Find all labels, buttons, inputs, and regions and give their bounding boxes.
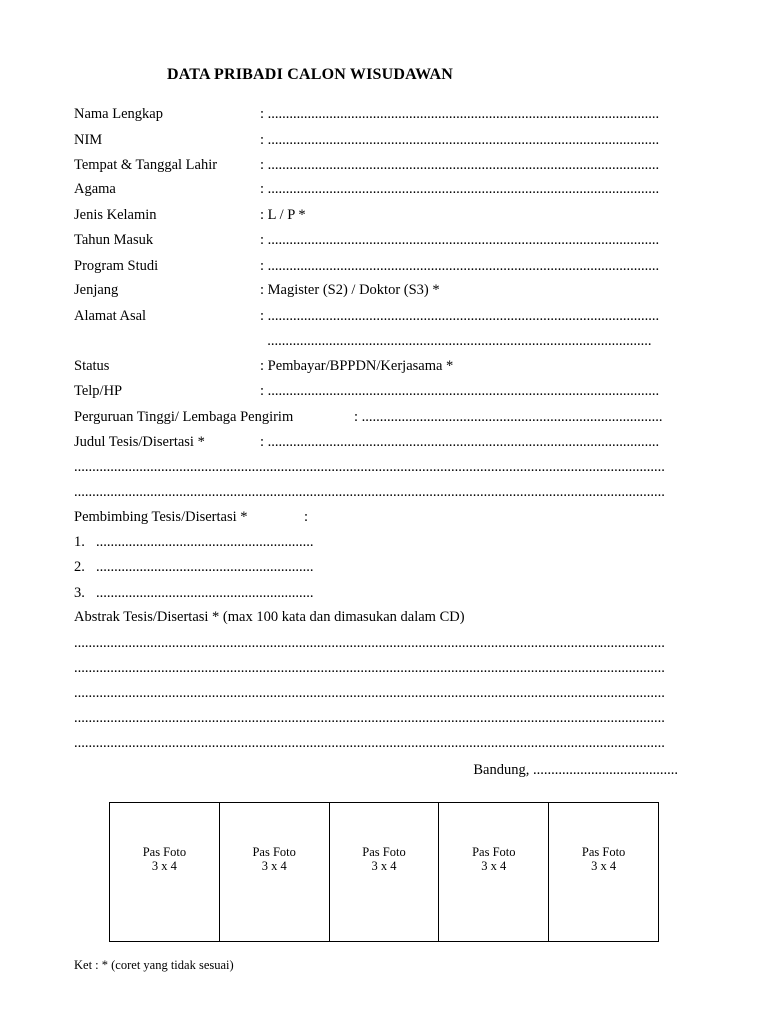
photo-label: Pas Foto xyxy=(581,845,626,859)
advisor-number: 1. xyxy=(74,534,85,550)
advisor-value[interactable]: ............................................................ xyxy=(96,559,314,575)
photo-size: 3 x 4 xyxy=(591,859,617,873)
field-program-studi xyxy=(74,256,678,276)
field-alamat-asal-continued xyxy=(74,331,678,351)
advisor-number: 3. xyxy=(74,585,85,601)
field-status xyxy=(74,356,678,376)
dotted-line[interactable]: ................................................................................................................................................................... xyxy=(74,660,665,676)
field-value[interactable]: : ............................................................................................................ xyxy=(260,232,660,248)
field-jenis-kelamin xyxy=(74,205,678,225)
field-label: Nama Lengkap xyxy=(74,106,163,122)
field-label: Agama xyxy=(74,181,116,197)
photo-label: Pas Foto xyxy=(362,845,406,859)
dotted-line[interactable]: ................................................................................................................................................................... xyxy=(74,710,665,726)
photo-box xyxy=(549,803,658,941)
dotted-line[interactable]: ................................................................................................................................................................... xyxy=(74,735,665,751)
thesis-line xyxy=(74,457,678,477)
field-abstrak xyxy=(74,607,678,627)
photo-box xyxy=(330,803,440,941)
dotted-line[interactable]: ................................................................................................................................................................... xyxy=(74,635,665,651)
field-tempat-tanggal-lahir xyxy=(74,155,678,175)
field-label: Pembimbing Tesis/Disertasi * xyxy=(74,509,248,525)
photo-label: Pas Foto xyxy=(472,845,516,859)
photo-size: 3 x 4 xyxy=(371,859,397,873)
field-label: Jenis Kelamin xyxy=(74,207,157,223)
field-label: Tahun Masuk xyxy=(74,232,154,248)
field-label: Judul Tesis/Disertasi * xyxy=(74,434,205,450)
abstract-line xyxy=(74,683,678,703)
field-value[interactable]: : Magister (S2) / Doktor (S3) * xyxy=(260,282,440,298)
advisor-item xyxy=(74,583,678,603)
field-tahun-masuk xyxy=(74,230,678,250)
abstract-line xyxy=(74,708,678,728)
field-pembimbing xyxy=(74,507,678,527)
field-label: Telp/HP xyxy=(74,383,123,399)
advisor-value[interactable]: ............................................................ xyxy=(96,534,314,550)
abstract-line xyxy=(74,658,678,678)
field-perguruan-tinggi xyxy=(74,407,678,427)
field-value[interactable]: : ............................................................................................................ xyxy=(260,157,660,173)
field-label: Tempat & Tanggal Lahir xyxy=(74,157,218,173)
field-colon: : xyxy=(304,509,309,525)
photo-label: Pas Foto xyxy=(142,845,187,859)
dotted-line[interactable]: ................................................................................................................................................................... xyxy=(74,459,665,475)
advisor-item xyxy=(74,557,678,577)
field-nama-lengkap xyxy=(74,104,678,124)
photo-size: 3 x 4 xyxy=(261,859,287,873)
photo-box xyxy=(220,803,330,941)
dotted-line[interactable]: ................................................................................................................................................................... xyxy=(74,685,665,701)
field-label: Program Studi xyxy=(74,258,159,274)
page-title: DATA PRIBADI CALON WISUDAWAN xyxy=(166,66,454,83)
field-value[interactable]: : ............................................................................................................ xyxy=(260,383,660,399)
field-value[interactable]: : ............................................................................................................ xyxy=(260,434,660,450)
field-jenjang xyxy=(74,280,678,300)
field-label: Alamat Asal xyxy=(74,308,147,324)
field-judul-tesis xyxy=(74,432,678,452)
field-label: NIM xyxy=(74,132,103,148)
photo-box xyxy=(110,803,220,941)
advisor-number: 2. xyxy=(74,559,85,575)
abstract-line xyxy=(74,633,678,653)
field-agama xyxy=(74,179,678,199)
advisor-value[interactable]: ............................................................ xyxy=(96,585,314,601)
field-label: Perguruan Tinggi/ Lembaga Pengirim xyxy=(74,409,294,425)
field-value[interactable]: : ................................................................................... xyxy=(354,409,663,425)
field-alamat-asal xyxy=(74,306,678,326)
field-value[interactable]: : ............................................................................................................ xyxy=(260,258,660,274)
field-value[interactable]: : ............................................................................................................ xyxy=(260,106,660,122)
field-label: Abstrak Tesis/Disertasi * (max 100 kata dan dimasukan dalam CD) xyxy=(74,609,465,625)
field-value[interactable]: : Pembayar/BPPDN/Kerjasama * xyxy=(260,358,454,374)
photo-size: 3 x 4 xyxy=(481,859,507,873)
advisor-item xyxy=(74,532,678,552)
field-value[interactable]: : ............................................................................................................ xyxy=(260,132,660,148)
field-value[interactable]: : ............................................................................................................ xyxy=(260,308,660,324)
thesis-line xyxy=(74,482,678,502)
field-nim xyxy=(74,130,678,150)
footnote: Ket : * (coret yang tidak sesuai) xyxy=(74,958,234,972)
photo-box xyxy=(439,803,549,941)
field-telp-hp xyxy=(74,381,678,401)
field-value[interactable]: : L / P * xyxy=(260,207,306,223)
abstract-line xyxy=(74,733,678,753)
field-value[interactable]: : ............................................................................................................ xyxy=(260,181,660,197)
field-value[interactable]: .......................................................................................................... xyxy=(260,333,652,349)
photo-boxes xyxy=(109,802,659,942)
field-label: Jenjang xyxy=(74,282,119,298)
place-date xyxy=(74,760,678,780)
dotted-line[interactable]: ................................................................................................................................................................... xyxy=(74,484,665,500)
field-label: Status xyxy=(74,358,110,374)
photo-size: 3 x 4 xyxy=(151,859,177,873)
place-date-text[interactable]: Bandung, ........................................ xyxy=(473,762,678,778)
photo-label: Pas Foto xyxy=(252,845,296,859)
